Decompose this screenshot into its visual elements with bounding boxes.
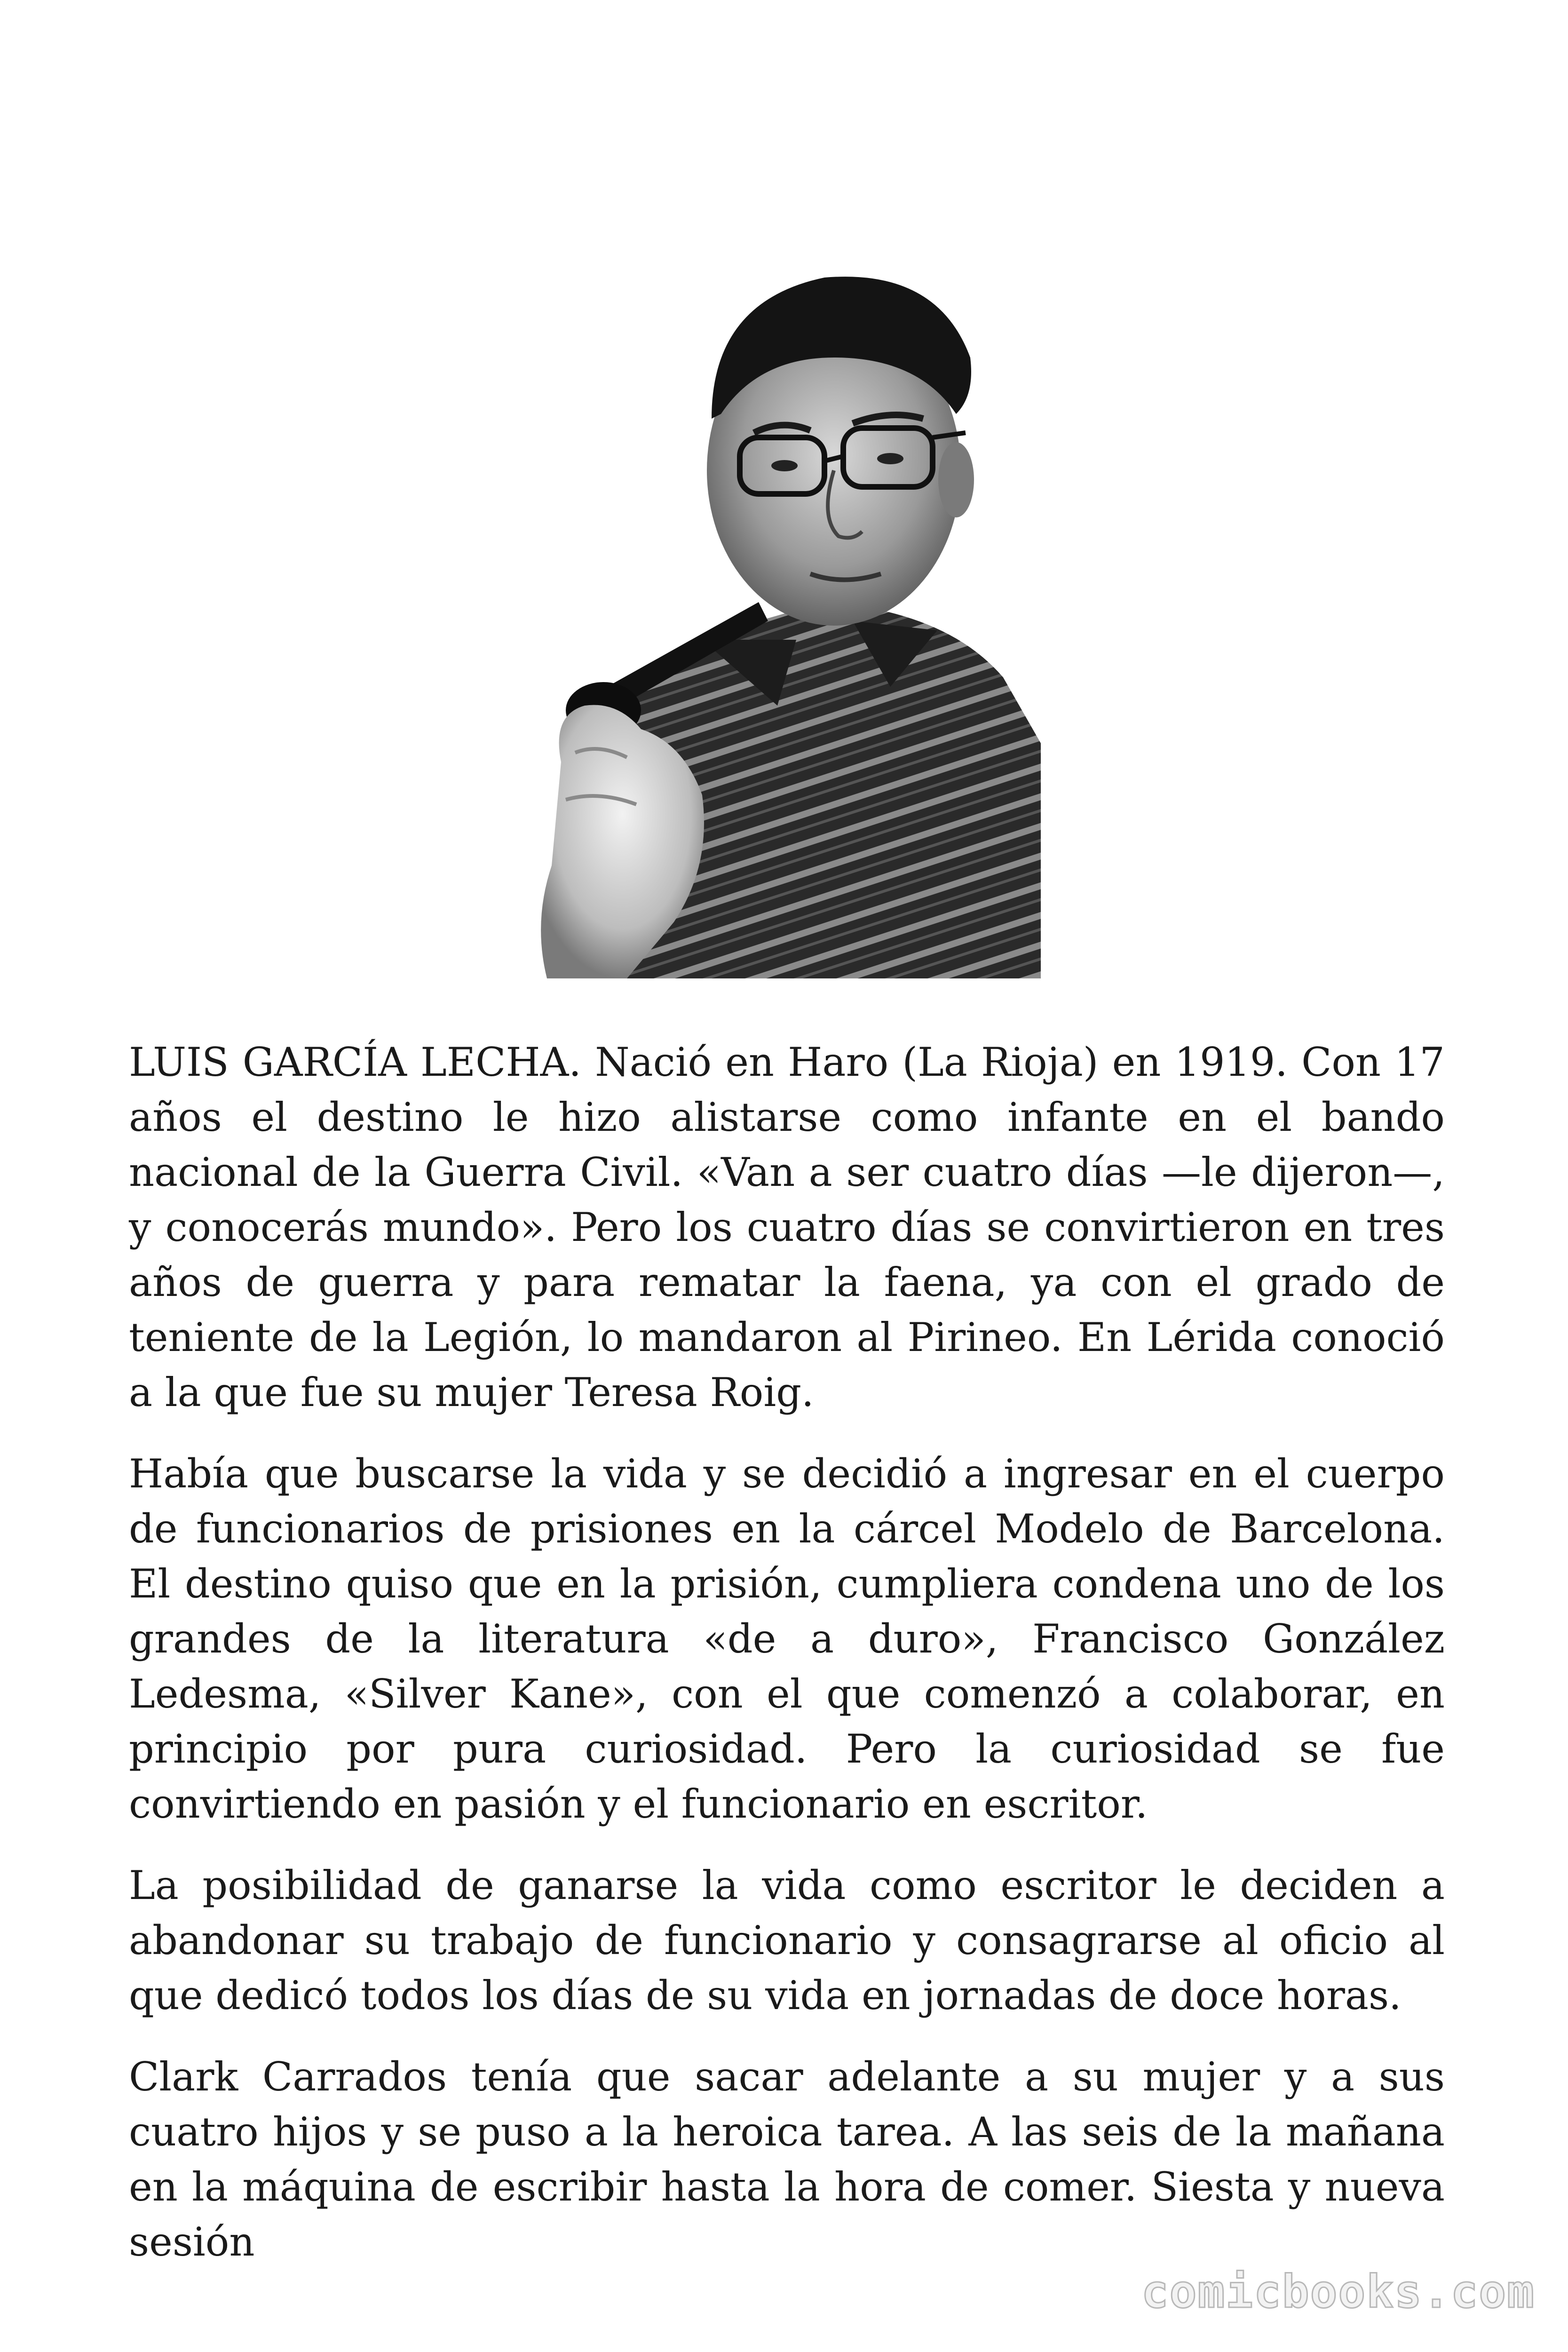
- author-portrait-icon: [533, 216, 1041, 978]
- bio-paragraph: LUIS GARCÍA LECHA. Nació en Haro (La Rioja) en 1919. Con 17 años el destino le hizo alistarse como infante en el bando nacional de la Guerra Civil. «Van a ser cuatro días —le dijeron—, y conocerás mundo». Pero los cuatro días se convirtieron en tres años de guerra y para rematar la faena, ya con el grado de teniente de la Legión, lo mandaron al Pirineo. En Lérida conoció a la que fue su mujer Teresa Roig.: [129, 1039, 1445, 1415]
- bio-paragraph: Había que buscarse la vida y se decidió a ingresar en el cuerpo de funcionarios de prisiones en la cárcel Modelo de Barcelona. El destino quiso que en la prisión, cumpliera condena uno de los grandes de la literatura «de a duro», Francisco González Ledesma, «Silver Kane», con el que comenzó a colaborar, en principio por pura curiosidad. Pero la curiosidad se fue convirtiendo en pasión y el funcionario en escritor.: [129, 1451, 1445, 1827]
- author-biography: [129, 1035, 1445, 2296]
- author-photo: [533, 216, 1041, 978]
- bio-paragraph: La posibilidad de ganarse la vida como escritor le deciden a abandonar su trabajo de funcionario y consagrarse al oficio al que dedicó todos los días de su vida en jornadas de doce horas.: [129, 1862, 1445, 2018]
- watermark: comicbooks.com: [1141, 2265, 1535, 2318]
- bio-paragraph: Clark Carrados tenía que sacar adelante a su mujer y a sus cuatro hijos y se puso a la heroica tarea. A las seis de la mañana en la máquina de escribir hasta la hora de comer. Siesta y nueva sesión: [129, 2054, 1445, 2265]
